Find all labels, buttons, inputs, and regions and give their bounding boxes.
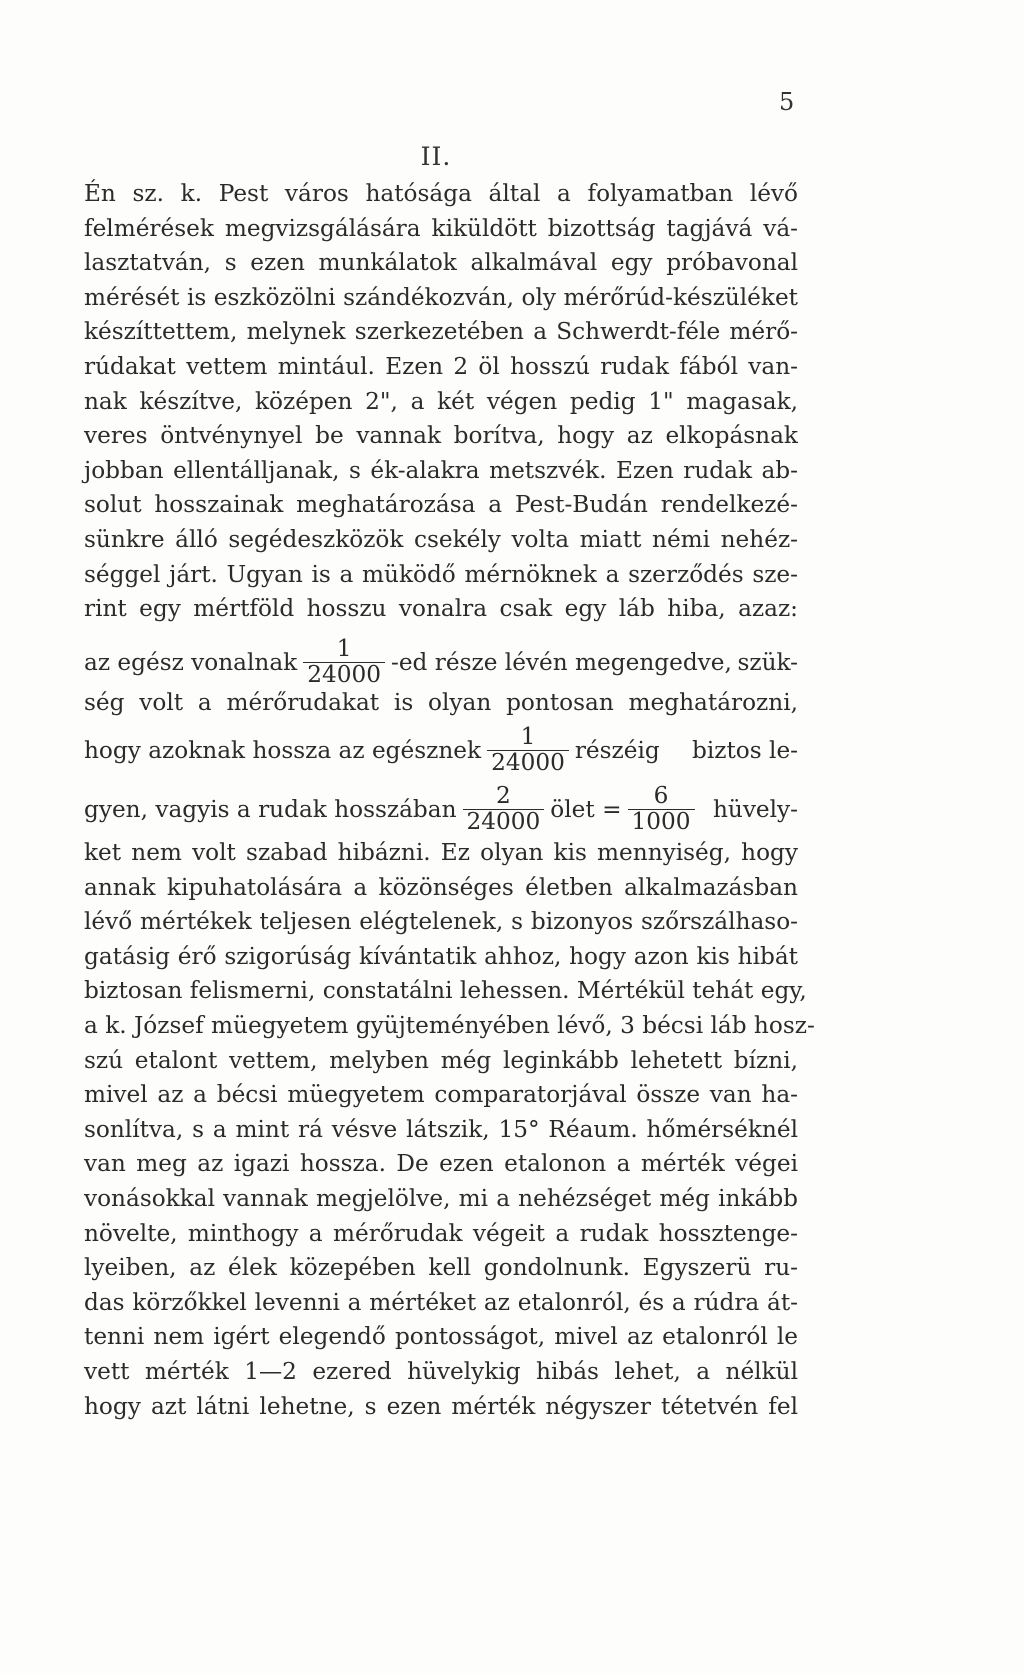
text-line: készíttettem, melynek szerkezetében a Schwerdt-féle mérő- (84, 318, 798, 346)
text-line: mivel az a bécsi müegyetem comparatorjával össze van ha- (84, 1081, 798, 1109)
text-line: van meg az igazi hossza. De ezen etalonon a mérték végei (84, 1150, 798, 1178)
text-line: Én sz. k. Pest város hatósága által a folyamatban lévő (84, 180, 798, 207)
fraction-numerator: 6 (653, 782, 669, 810)
fraction (303, 637, 385, 687)
text-line: veres öntvénynyel be vannak borítva, hogy az elkopásnak (84, 422, 798, 450)
text-line: rint egy mértföld hosszu vonalra csak egy láb hiba, azaz: (84, 595, 798, 623)
text-line: nak készítve, középen 2", a két végen pedig 1" magasak, (84, 387, 798, 415)
text-line: lévő mértékek teljesen elégtelenek, s bizonyos szőrszálhaso- (84, 908, 798, 936)
fraction (628, 784, 695, 834)
formula-text: részéig (574, 736, 660, 764)
formula-line-4 (84, 780, 798, 838)
text-line: növelte, minthogy a mérőrudak végeit a rudak hossztenge- (84, 1219, 798, 1247)
text-line: sünkre álló segédeszközök csekély volta miatt némi nehéz- (84, 525, 798, 553)
text-line: jobban ellentálljanak, s ék-alakra metszvék. Ezen rudak ab- (84, 456, 798, 484)
fraction-denominator: 24000 (463, 809, 545, 834)
text-line: biztosan felismerni, constatálni lehessen. Mértékül tehát egy, (84, 977, 807, 1005)
section-heading: II. (420, 142, 452, 171)
formula-line-1 (84, 633, 798, 691)
text-line: lyeiben, az élek közepében kell gondolnunk. Egyszerü ru- (84, 1254, 798, 1282)
fraction-numerator: 1 (336, 635, 352, 663)
text-line: tenni nem igért elegendő pontosságot, mivel az etalonról le (84, 1323, 798, 1351)
text-line: rúdakat vettem mintául. Ezen 2 öl hosszú rudak fából van- (84, 352, 798, 380)
formula-text: -ed része lévén megengedve, (391, 648, 732, 676)
text-line: a k. József müegyetem gyüjteményében lévő, 3 bécsi láb hosz- (84, 1011, 815, 1039)
fraction-denominator: 24000 (303, 662, 385, 687)
formula-text: szük- (737, 648, 798, 676)
formula-text: ölet = (550, 795, 622, 823)
text-line-content: ség volt a mérőrudakat is olyan pontosan meghatározni, (84, 688, 798, 716)
formula-text: hüvely- (712, 795, 798, 823)
formula-text: gyen, vagyis a rudak hosszában (84, 795, 457, 823)
fraction-denominator: 24000 (487, 750, 569, 775)
fraction-numerator: 2 (496, 782, 511, 810)
page-number: 5 (779, 88, 795, 116)
formula-text: az egész vonalnak (84, 648, 298, 676)
text-line: vonásokkal vannak megjelölve, mi a nehézséget még inkább (84, 1184, 798, 1212)
formula-text: hogy azoknak hossza az egésznek (84, 736, 482, 764)
text-line: annak kipuhatolására a közönséges életben alkalmazásban (84, 873, 798, 901)
text-line: séggel járt. Ugyan is a müködő mérnöknek a szerződés sze- (84, 560, 798, 588)
text-line: solut hosszainak meghatározása a Pest-Budán rendelkezé- (84, 491, 798, 519)
text-line: sonlítva, s a mint rá vésve látszik, 15° Réaum. hőmérséknél (84, 1115, 798, 1143)
text-line: gatásig érő szigorúság kívántatik ahhoz, hogy azon kis hibát (84, 942, 798, 970)
text-line: szú etalont vettem, melyben még leginkább lehetett bízni, (84, 1046, 798, 1074)
paragraph-bottom (84, 836, 815, 1424)
text-line: hogy azt látni lehetne, s ezen mérték négyszer tétetvén fel (84, 1392, 798, 1420)
text-line: lasztatván, s ezen munkálatok alkalmával egy próbavonal (84, 249, 798, 277)
text-line (84, 689, 798, 723)
text-line: vett mérték 1—2 ezered hüvelykig hibás lehet, a nélkül (84, 1357, 798, 1385)
fraction-numerator: 1 (520, 723, 536, 751)
text-line: mérését is eszközölni szándékozván, oly mérőrúd-készüléket (84, 283, 798, 311)
fraction (463, 784, 545, 834)
text-line: das körzőkkel levenni a mértéket az etalonról, és a rúdra át- (84, 1288, 798, 1316)
text-line: ket nem volt szabad hibázni. Ez olyan kis mennyiség, hogy (84, 839, 798, 866)
text-line: felmérések megvizsgálására kiküldött bizottság tagjává vá- (84, 214, 798, 242)
fraction (487, 725, 569, 775)
fraction-denominator: 1000 (628, 809, 695, 834)
paragraph-top (84, 177, 798, 627)
formula-text: biztos le- (692, 736, 798, 764)
formula-line-3 (84, 721, 798, 779)
